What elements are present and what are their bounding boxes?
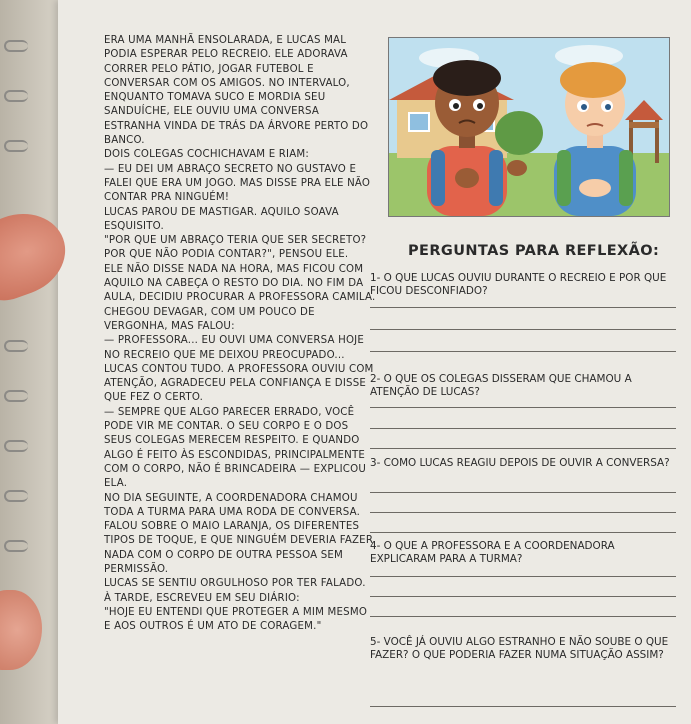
story-paragraph: — PROFESSORA... EU OUVI UMA CONVERSA HOJE NO RECREIO QUE ME DEIXOU PREOCUPADO... (104, 335, 365, 361)
answer-line[interactable] (370, 307, 676, 308)
answer-line[interactable] (370, 492, 676, 493)
question-3: 3- COMO LUCAS REAGIU DEPOIS DE OUVIR A CONVERSA? (370, 457, 670, 469)
answer-line[interactable] (370, 448, 676, 449)
story-paragraph: "POR QUE UM ABRAÇO TERIA QUE SER SECRETO? POR QUE NÃO PODIA CONTAR?", PENSOU ELE. (104, 235, 367, 261)
story-paragraph: LUCAS SE SENTIU ORGULHOSO POR TER FALADO. À TARDE, ESCREVEU EM SEU DIÁRIO: (104, 578, 366, 604)
spiral-ring (4, 40, 28, 52)
question-1: 1- O QUE LUCAS OUVIU DURANTE O RECREIO E POR QUE FICOU DESCONFIADO? (370, 272, 667, 298)
answer-line[interactable] (370, 329, 676, 330)
story-paragraph: LUCAS CONTOU TUDO. A PROFESSORA OUVIU COM ATENÇÃO, AGRADECEU PELA CONFIANÇA E DISSE QUE FEZ O CERTO. (104, 363, 374, 404)
story-illustration (388, 37, 670, 217)
answer-line[interactable] (370, 428, 676, 429)
answer-line[interactable] (370, 532, 676, 533)
spiral-ring (4, 440, 28, 452)
spiral-ring (4, 90, 28, 102)
story-paragraph: — SEMPRE QUE ALGO PARECER ERRADO, VOCÊ PODE VIR ME CONTAR. O SEU CORPO E O DOS SEUS COLEGAS MERECEM RESPEITO. E QUANDO ALGO É FEITO ÀS ESCONDIDAS, PRINCIPALMENTE COM O CORPO, NÃO É BRINCADEIRA — EXPLICOU ELA. (104, 406, 366, 490)
story-text (104, 34, 376, 634)
question-5: 5- VOCÊ JÁ OUVIU ALGO ESTRANHO E NÃO SOUBE O QUE FAZER? O QUE PODERIA FAZER NUMA SITUAÇÃO ASSIM? (370, 636, 669, 662)
answer-line[interactable] (370, 407, 676, 408)
story-paragraph: — EU DEI UM ABRAÇO SECRETO NO GUSTAVO E FALEI QUE ERA UM JOGO. MAS DISSE PRA ELE NÃO CONTAR PRA NINGUÉM! (104, 163, 371, 204)
spiral-ring (4, 390, 28, 402)
story-paragraph: ERA UMA MANHÃ ENSOLARADA, E LUCAS MAL PODIA ESPERAR PELO RECREIO. ELE ADORAVA CORRER PELO PÁTIO, JOGAR FUTEBOL E CONVERSAR COM OS AMIGOS. NO INTERVALO, ENQUANTO TOMAVA SUCO E MORDIA SEU SANDUÍCHE, ELE OUVIU UMA CONVERSA ESTRANHA VINDA DE TRÁS DA ÁRVORE PERTO DO BANCO. (104, 35, 369, 147)
answer-line[interactable] (370, 512, 676, 513)
answer-line[interactable] (370, 351, 676, 352)
answer-line[interactable] (370, 706, 676, 707)
story-paragraph: LUCAS PAROU DE MASTIGAR. AQUILO SOAVA ESQUISITO. (104, 206, 339, 232)
story-paragraph: DOIS COLEGAS COCHICHAVAM E RIAM: (104, 149, 310, 161)
question-4: 4- O QUE A PROFESSORA E A COORDENADORA EXPLICARAM PARA A TURMA? (370, 540, 615, 566)
spiral-ring (4, 140, 28, 152)
answer-line[interactable] (370, 596, 676, 597)
story-paragraph: "HOJE EU ENTENDI QUE PROTEGER A MIM MESMO E AOS OUTROS É UM ATO DE CORAGEM." (104, 606, 368, 633)
spiral-ring (4, 340, 28, 352)
spiral-ring (4, 490, 28, 502)
spiral-ring (4, 540, 28, 552)
story-paragraph: ELE NÃO DISSE NADA NA HORA, MAS FICOU COM AQUILO NA CABEÇA O RESTO DO DIA. NO FIM DA AULA, DECIDIU PROCURAR A PROFESSORA CAMILA. CHEGOU DEVAGAR, COM UM POUCO DE VERGONHA, MAS FALOU: (104, 263, 376, 332)
questions-title: PERGUNTAS PARA REFLEXÃO: (408, 243, 660, 259)
answer-line[interactable] (370, 616, 676, 617)
answer-line[interactable] (370, 576, 676, 577)
question-2: 2- O QUE OS COLEGAS DISSERAM QUE CHAMOU A ATENÇÃO DE LUCAS? (370, 373, 632, 399)
story-paragraph: NO DIA SEGUINTE, A COORDENADORA CHAMOU TODA A TURMA PARA UMA RODA DE CONVERSA. FALOU SOBRE O MAIO LARANJA, OS DIFERENTES TIPOS DE TOQUE, E QUE NINGUÉM DEVERIA FAZER NADA COM O CORPO DE OUTRA PESSOA SEM PERMISSÃO. (104, 492, 374, 575)
